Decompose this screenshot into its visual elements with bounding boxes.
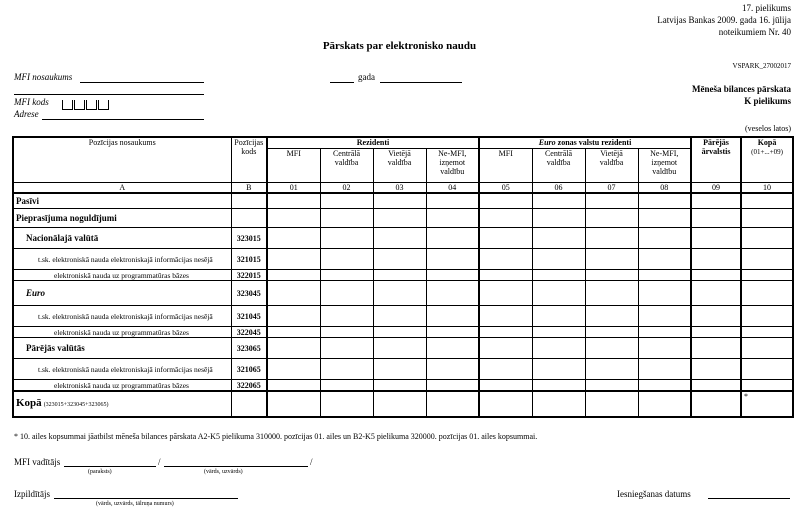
row-label: elektroniskā nauda uz programmatūras bāzes: [13, 327, 231, 338]
col-num: 01: [267, 183, 320, 194]
head-name-field[interactable]: [164, 466, 308, 467]
euro-mfi-header: MFI: [479, 149, 532, 183]
row-label: t.sk. elektroniskā nauda elektroniskajā informācijas nesējā: [13, 306, 231, 327]
row-code: 323015: [231, 228, 267, 249]
form-subtitle: Mēneša bilances pārskata: [692, 84, 791, 94]
report-table: [12, 136, 794, 418]
row-code: 323065: [231, 338, 267, 359]
year-label: gada: [358, 72, 375, 82]
slash-1: /: [158, 457, 161, 467]
col-code-header: Pozīcijas kods: [231, 137, 267, 183]
group-demand-deposits: Pieprasījuma noguldījumi: [13, 209, 231, 228]
address-field[interactable]: [42, 119, 204, 120]
row-code: 322015: [231, 270, 267, 281]
annex-number: 17. pielikums: [742, 3, 791, 13]
col-num: 10: [741, 183, 793, 194]
section-liabilities: Pasīvi: [13, 193, 231, 209]
total-header-label: Kopā: [757, 138, 777, 147]
row-code: 321015: [231, 249, 267, 270]
row-label: Nacionālajā valūtā: [13, 228, 231, 249]
signature-caption: (paraksts): [88, 469, 112, 475]
mfi-name-field[interactable]: [80, 82, 204, 83]
page-title: Pārskats par elektronisko naudu: [322, 40, 477, 52]
row-label: elektroniskā nauda uz programmatūras bāzes: [13, 380, 231, 392]
executor-caption: (vārds, uzvārds, tālruņa numurs): [96, 501, 174, 507]
name-caption: (vārds, uzvārds): [204, 469, 243, 475]
letter-b: B: [231, 183, 267, 194]
total-star[interactable]: *: [741, 391, 793, 417]
col-num: 05: [479, 183, 532, 194]
residents-header: Rezidenti: [267, 137, 479, 149]
mfi-code-label: MFI kods: [14, 97, 49, 107]
slash-2: /: [310, 457, 313, 467]
row-code: 321045: [231, 306, 267, 327]
mfi-code-boxes[interactable]: [62, 97, 110, 115]
total-row-label: [13, 391, 231, 417]
head-label: MFI vadītājs: [14, 457, 61, 467]
row-label: t.sk. elektroniskā nauda elektroniskajā informācijas nesējā: [13, 359, 231, 380]
row-label: elektroniskā nauda uz programmatūras bāzes: [13, 270, 231, 281]
total-header-formula: (01+...+09): [751, 148, 783, 156]
row-label: Euro: [13, 281, 231, 306]
form-subtitle-2: K pielikums: [744, 96, 791, 106]
total-header: [741, 137, 793, 183]
row-code: 321065: [231, 359, 267, 380]
form-code: VSPARK_27002017: [732, 62, 791, 70]
mfi-name-field-2[interactable]: [14, 94, 204, 95]
row-code: 322045: [231, 327, 267, 338]
footnote: * 10. ailes kopsummai jāatbilst mēneša bilances pārskata A2-K5 pielikuma 310000. pozīcijas 01. ailes un B2-K5 pielikuma 320000. pozīcijas 01. ailes kopsummai.: [14, 432, 538, 441]
res-nonmfi-header: Ne-MFI, izņemot valdību: [426, 149, 479, 183]
res-mfi-header: MFI: [267, 149, 320, 183]
col-num: 06: [532, 183, 585, 194]
row-code: 323045: [231, 281, 267, 306]
date-label: Iesniegšanas datums: [617, 489, 691, 499]
mfi-name-label: MFI nosaukums: [14, 72, 73, 82]
euro-central-header: Centrālā valdība: [532, 149, 585, 183]
row-code: 322065: [231, 380, 267, 392]
row-label: t.sk. elektroniskā nauda elektroniskajā informācijas nesējā: [13, 249, 231, 270]
col-num: 07: [585, 183, 638, 194]
euro-label: Euro: [538, 138, 556, 147]
col-name-header: Pozīcijas nosaukums: [13, 137, 231, 183]
address-label: Adrese: [14, 109, 39, 119]
res-local-header: Vietējā valdība: [373, 149, 426, 183]
euro-nonmfi-header: Ne-MFI, izņemot valdību: [638, 149, 691, 183]
euro-residents-rest: zonas valstu rezidenti: [555, 138, 632, 147]
col-num: 03: [373, 183, 426, 194]
col-num: 08: [638, 183, 691, 194]
col-num: 09: [691, 183, 741, 194]
units-note: (veselos latos): [745, 124, 791, 133]
executor-field[interactable]: [54, 498, 238, 499]
total-label: Kopā: [16, 396, 42, 409]
date-field[interactable]: [380, 82, 462, 83]
annex-rules: noteikumiem Nr. 40: [718, 27, 791, 37]
col-num: 02: [320, 183, 373, 194]
executor-label: Izpildītājs: [14, 489, 50, 499]
euro-local-header: Vietējā valdība: [585, 149, 638, 183]
euro-residents-header: [479, 137, 691, 149]
letter-a: A: [13, 183, 231, 194]
row-label: Pārējās valūtās: [13, 338, 231, 359]
year-field[interactable]: [330, 82, 354, 83]
other-countries-header: Pārējās ārvalstis: [691, 137, 741, 183]
col-num: 04: [426, 183, 479, 194]
annex-source: Latvijas Bankas 2009. gada 16. jūlija: [657, 15, 791, 25]
submission-date-field[interactable]: [708, 498, 790, 499]
total-formula: (323015+323045+323065): [43, 401, 109, 408]
head-signature-field[interactable]: [64, 466, 156, 467]
res-central-header: Centrālā valdība: [320, 149, 373, 183]
